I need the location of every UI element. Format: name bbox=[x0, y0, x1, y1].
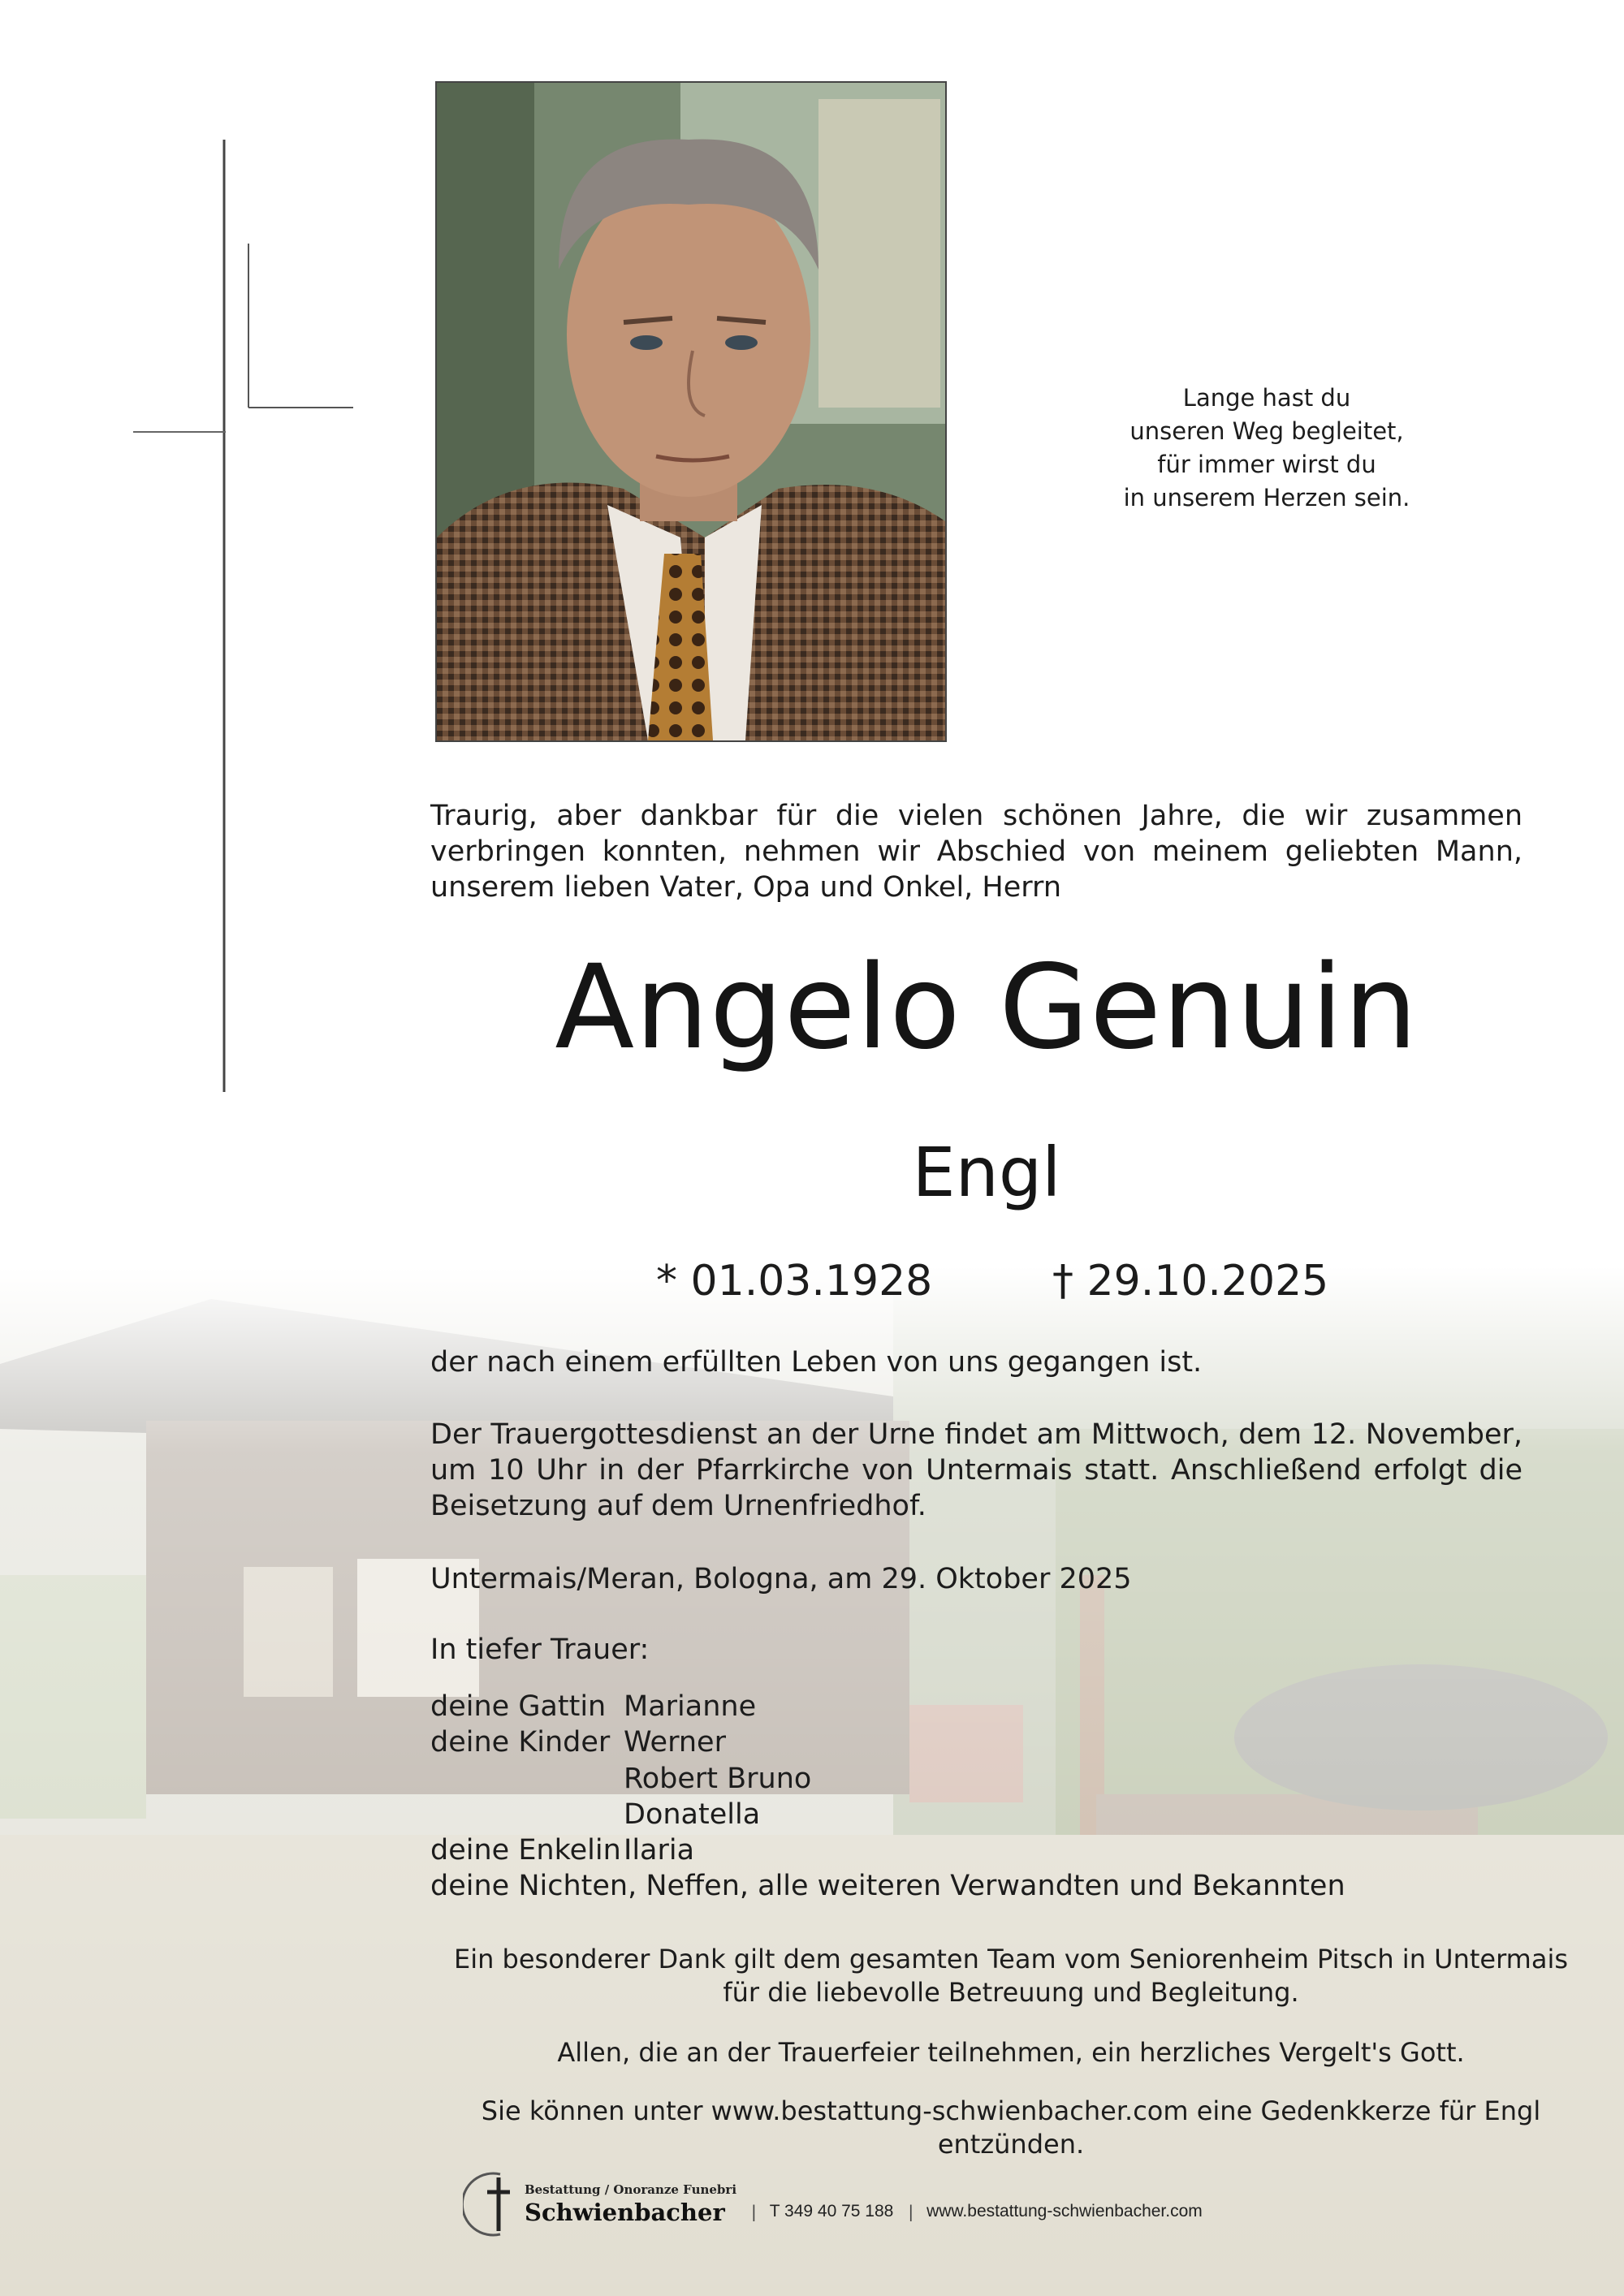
funeral-home-logo bbox=[525, 2182, 736, 2226]
footer-website-link[interactable]: www.bestattung-schwienbacher.com bbox=[926, 2202, 1203, 2220]
deceased-nickname: Engl bbox=[912, 1133, 1061, 1212]
mourning-heading: In tiefer Trauer: bbox=[430, 1634, 650, 1666]
intro-text: Traurig, aber dankbar für die vielen schönen Jahre, die wir zusammen verbringen konnten, nehmen wir Abschied von meinem geliebten Mann, unserem lieben Vater, Opa und Onkel, Herrn bbox=[430, 800, 1522, 904]
cross-icon bbox=[65, 130, 390, 1299]
relatives-text: deine Nichten, Neffen, alle weiteren Verwandten und Bekannten bbox=[430, 1870, 1345, 1903]
birth-date: * 01.03.1928 bbox=[656, 1257, 933, 1306]
mourner-row bbox=[430, 1724, 1345, 1760]
footer bbox=[463, 2168, 1203, 2241]
mourner-row bbox=[430, 1832, 1345, 1868]
logo-company-name: Schwienbacher bbox=[525, 2199, 725, 2226]
mourner-name: Donatella bbox=[624, 1798, 761, 1831]
mourner-row bbox=[430, 1868, 1345, 1904]
mourner-row bbox=[430, 1689, 1345, 1724]
vergelts-gott-text: Allen, die an der Trauerfeier teilnehmen, ein herzliches Vergelt's Gott. bbox=[557, 2037, 1465, 2068]
mourner-label bbox=[430, 1761, 624, 1797]
logo-tagline: Bestattung / Onoranze Funebri bbox=[525, 2182, 737, 2197]
funeral-home-logo-icon bbox=[463, 2169, 520, 2239]
mourner-label: deine Gattin bbox=[430, 1690, 607, 1723]
mourner-name: Ilaria bbox=[624, 1834, 695, 1867]
mourner-label: deine Enkelin bbox=[430, 1834, 621, 1867]
thanks-line: für die liebevolle Betreuung und Begleitung. bbox=[723, 1977, 1299, 2008]
mourner-label: deine Kinder bbox=[430, 1726, 611, 1759]
service-text: Der Trauergottesdienst an der Urne findet am Mittwoch, dem 12. November, um 10 Uhr in der Pfarrkirche von Untermais statt. Anschließend erfolgt die Beisetzung auf dem Urnenfriedhof. bbox=[430, 1418, 1522, 1522]
poem-line: Lange hast du bbox=[1182, 384, 1351, 412]
mourner-name: Robert Bruno bbox=[624, 1762, 812, 1795]
thanks-line: Ein besonderer Dank gilt dem gesamten Team vom Seniorenheim Pitsch in Untermais bbox=[453, 1944, 1569, 1974]
poem-line: für immer wirst du bbox=[1157, 451, 1376, 478]
poem-line: in unserem Herzen sein. bbox=[1123, 484, 1410, 511]
footer-separator: | bbox=[908, 2202, 914, 2221]
poem bbox=[1080, 382, 1453, 515]
footer-separator: | bbox=[751, 2202, 757, 2221]
deceased-name: Angelo Genuin bbox=[555, 939, 1419, 1075]
mourner-name: Werner bbox=[624, 1726, 726, 1759]
poem-line: unseren Weg begleitet, bbox=[1129, 417, 1404, 445]
mourner-row bbox=[430, 1797, 1345, 1832]
mourners-list bbox=[430, 1689, 1345, 1905]
death-date: † 29.10.2025 bbox=[1052, 1257, 1329, 1306]
thanks-text bbox=[430, 1943, 1592, 2009]
mourner-row bbox=[430, 1761, 1345, 1797]
portrait-photo bbox=[435, 81, 947, 742]
footer-phone: T 349 40 75 188 bbox=[769, 2202, 894, 2220]
mourner-label bbox=[430, 1797, 624, 1832]
passed-text: der nach einem erfüllten Leben von uns gegangen ist. bbox=[430, 1346, 1203, 1379]
mourner-name: Marianne bbox=[624, 1690, 757, 1723]
memorial-candle-text: Sie können unter www.bestattung-schwienbacher.com eine Gedenkkerze für Engl entzünden. bbox=[481, 2095, 1541, 2160]
place-date: Untermais/Meran, Bologna, am 29. Oktober 2025 bbox=[430, 1563, 1132, 1595]
